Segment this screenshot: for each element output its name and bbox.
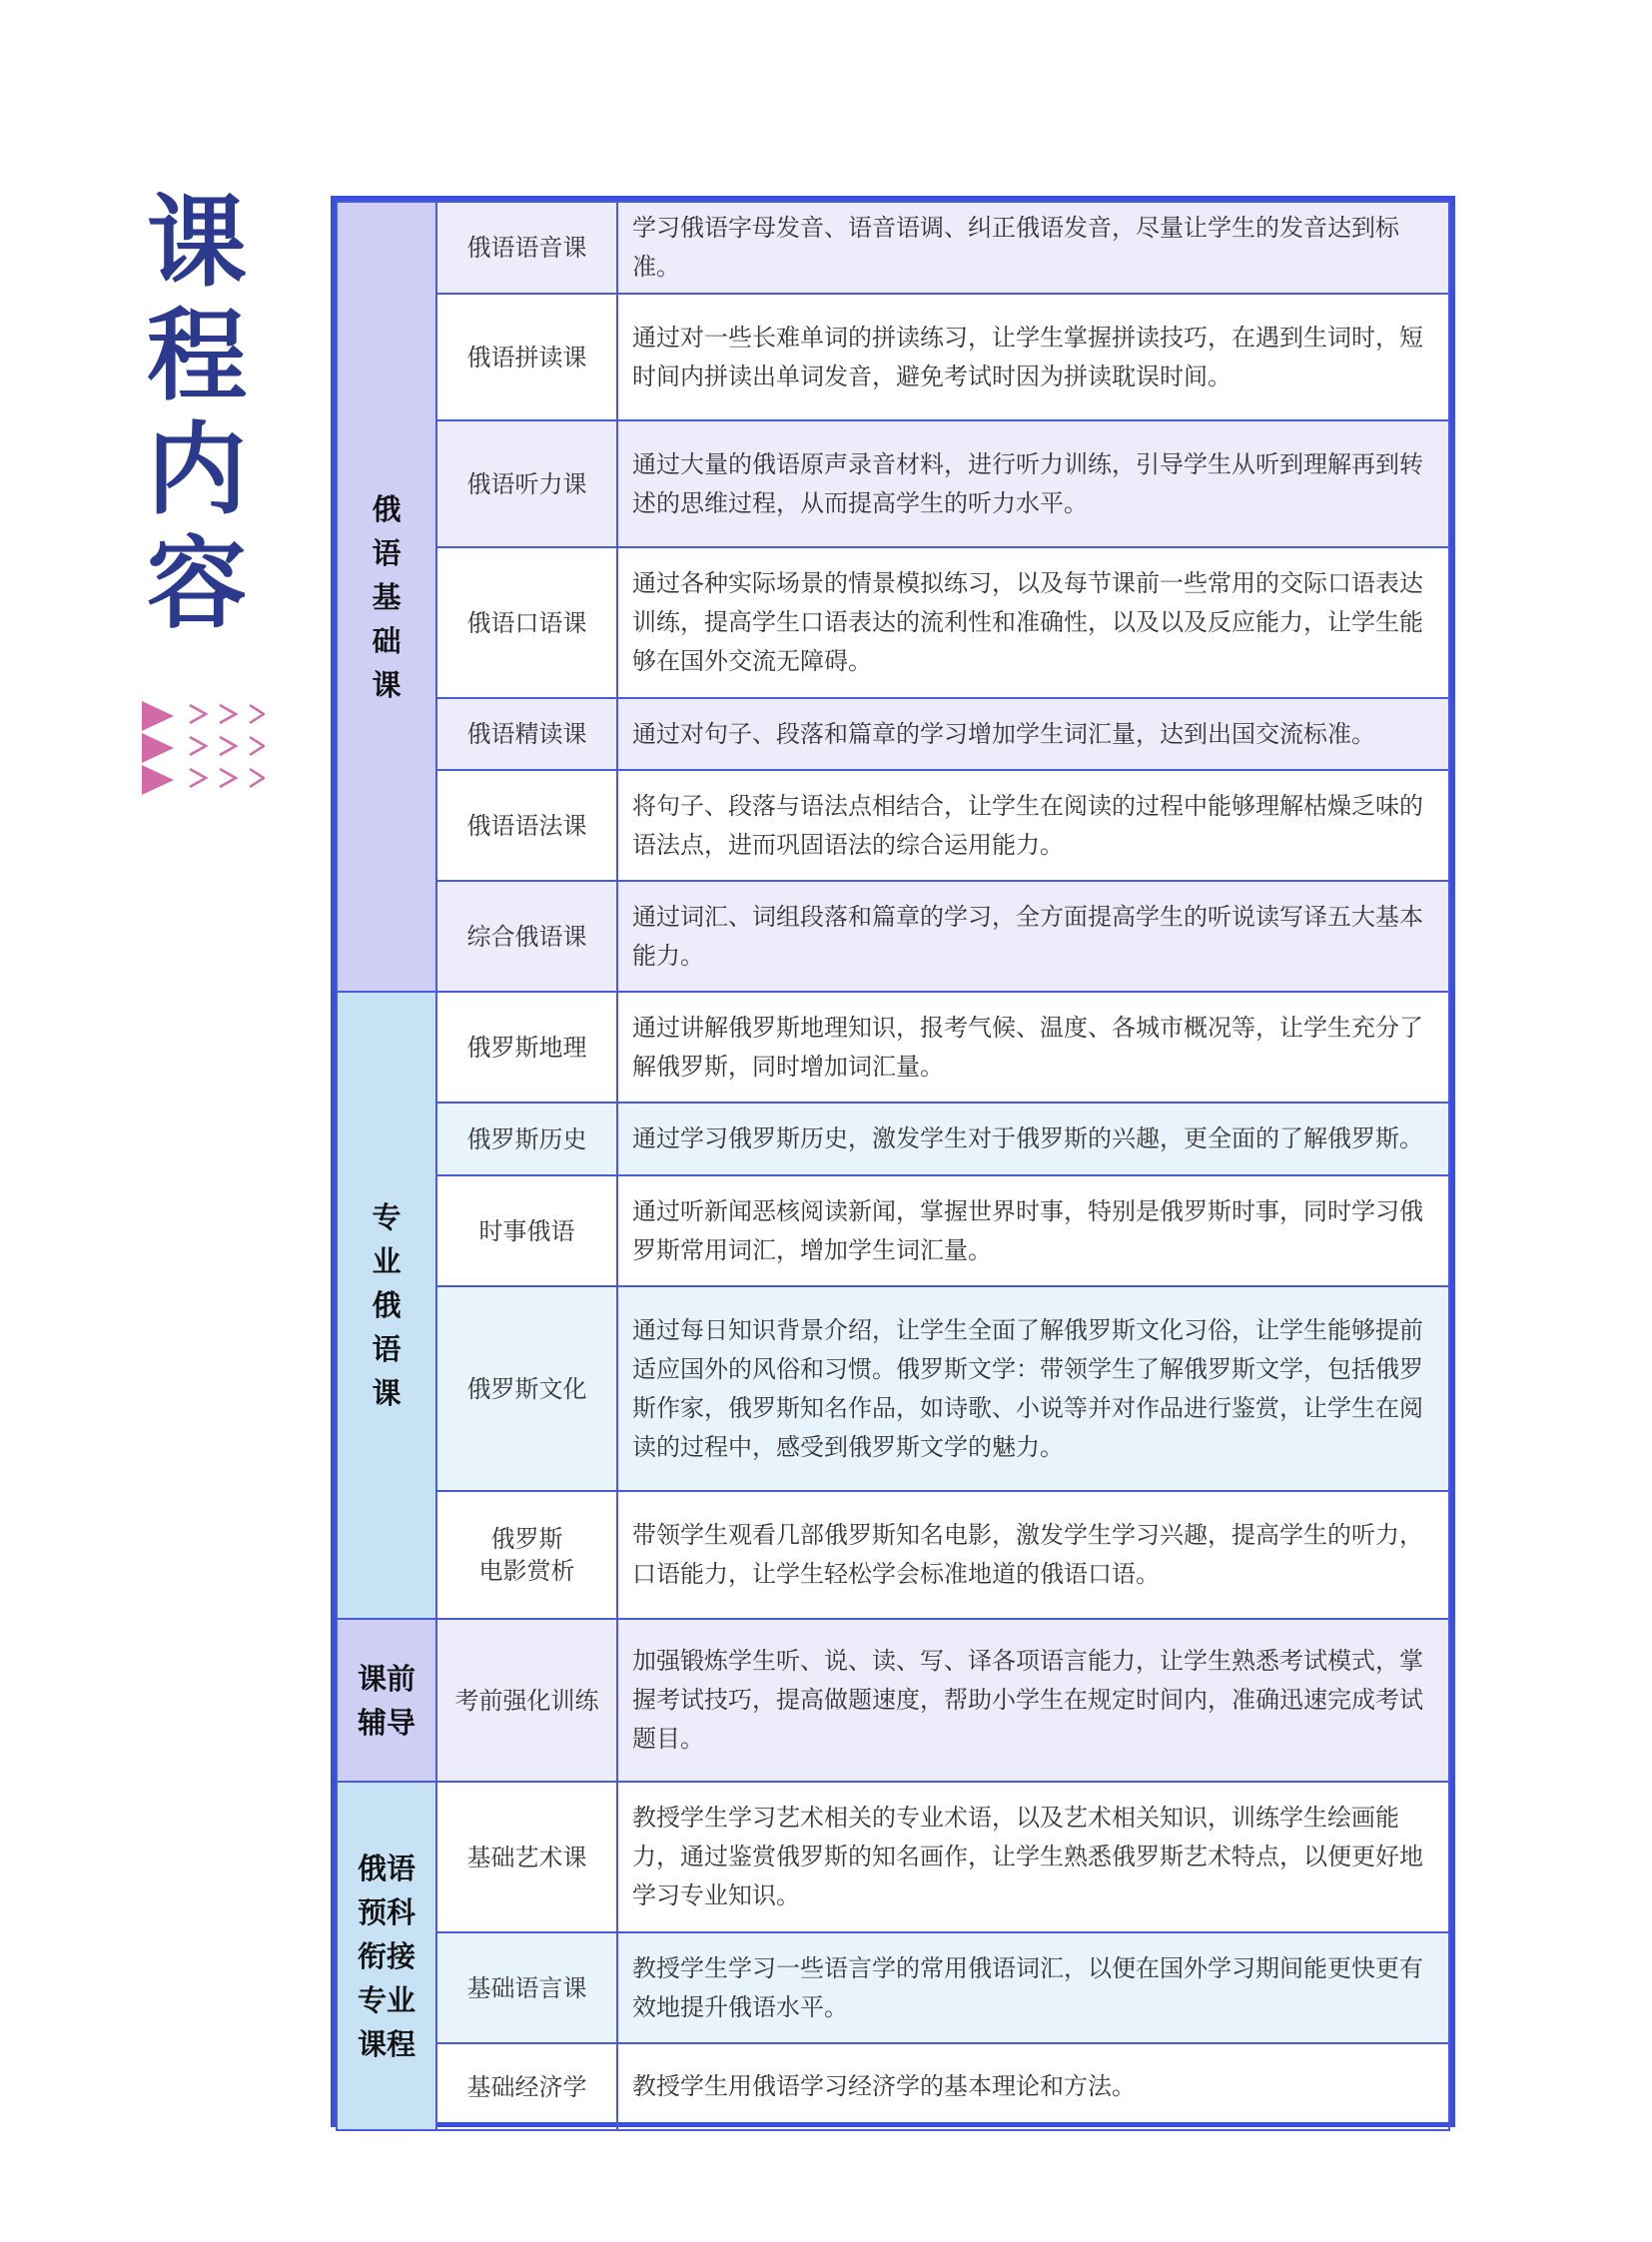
course-name: 俄语语法课 [436,770,617,881]
course-name: 俄罗斯文化 [436,1286,617,1491]
course-desc: 教授学生学习一些语言学的常用俄语词汇，以便在国外学习期间能更快更有效地提升俄语水平。 [617,1932,1449,2043]
table-row [337,1619,1449,1782]
course-desc: 通过词汇、词组段落和篇章的学习，全方面提高学生的听说读写译五大基本能力。 [617,881,1449,992]
course-name: 俄罗斯历史 [436,1103,617,1175]
course-name: 俄语语音课 [436,202,617,294]
course-desc: 通过学习俄罗斯历史，激发学生对于俄罗斯的兴趣，更全面的了解俄罗斯。 [617,1103,1449,1175]
table-row [337,1103,1449,1175]
category-label: 专业俄语课 [372,1200,402,1410]
page-title-char: 容 [147,525,247,642]
course-desc: 通过各种实际场景的情景模拟练习，以及每节课前一些常用的交际口语表达训练，提高学生口语表达的流利性和准确性，以及以及反应能力，让学生能够在国外交流无障碍。 [617,547,1449,698]
table-row [337,1175,1449,1286]
course-desc: 通过大量的俄语原声录音材料，进行听力训练，引导学生从听到理解再到转述的思维过程，从而提高学生的听力水平。 [617,420,1449,547]
category-basic [337,202,436,992]
course-name: 基础艺术课 [436,1782,617,1932]
page-title-char: 程 [147,298,247,414]
course-name: 俄语口语课 [436,547,617,698]
course-desc: 通过对句子、段落和篇章的学习增加学生词汇量，达到出国交流标准。 [617,698,1449,770]
course-desc: 通过对一些长难单词的拼读练习，让学生掌握拼读技巧，在遇到生词时，短时间内拼读出单词发音，避免考试时因为拼读耽误时间。 [617,294,1449,420]
course-desc: 加强锻炼学生听、说、读、写、译各项语言能力，让学生熟悉考试模式，掌握考试技巧，提高做题速度，帮助小学生在规定时间内，准确迅速完成考试题目。 [617,1619,1449,1782]
course-name: 基础经济学 [436,2043,617,2130]
course-name: 时事俄语 [436,1175,617,1286]
table-row [337,1491,1449,1619]
course-name-line: 电影赏析 [478,1557,575,1585]
course-desc: 通过听新闻恶核阅读新闻，掌握世界时事，特别是俄罗斯时事，同时学习俄罗斯常用词汇，增加学生词汇量。 [617,1175,1449,1286]
table-row [337,420,1449,547]
table-row [337,1932,1449,2043]
course-desc: 带领学生观看几部俄罗斯知名电影，激发学生学习兴趣，提高学生的听力，口语能力，让学生轻松学会标准地道的俄语口语。 [617,1491,1449,1619]
page-title [142,186,252,641]
table-row [337,770,1449,881]
table-row [337,1286,1449,1491]
table-row [337,881,1449,992]
category-pre-exam [337,1619,436,1782]
course-table [331,196,1455,2127]
table-row [337,547,1449,698]
course-name [436,1491,617,1619]
course-desc: 教授学生用俄语学习经济学的基本理论和方法。 [617,2043,1449,2130]
table-row [337,698,1449,770]
course-desc: 教授学生学习艺术相关的专业术语，以及艺术相关知识，训练学生绘画能力，通过鉴赏俄罗斯的知名画作，让学生熟悉俄罗斯艺术特点，以便更好地学习专业知识。 [617,1782,1449,1932]
course-name: 基础语言课 [436,1932,617,2043]
page-title-char: 内 [147,411,247,528]
category-preparatory [337,1782,436,2130]
course-name: 俄语拼读课 [436,294,617,420]
category-professional [337,992,436,1619]
category-label: 俄语预科衔接专业课程 [357,1851,415,2061]
table-row [337,202,1449,294]
course-name: 考前强化训练 [436,1619,617,1782]
page-title-char: 课 [147,184,247,301]
course-desc: 将句子、段落与语法点相结合，让学生在阅读的过程中能够理解枯燥乏味的语法点，进而巩固语法的综合运用能力。 [617,770,1449,881]
course-name: 俄语听力课 [436,420,617,547]
category-label: 俄语基础课 [372,491,402,702]
course-name: 俄罗斯地理 [436,992,617,1103]
category-label: 课前辅导 [357,1661,415,1740]
course-name: 综合俄语课 [436,881,617,992]
table-row [337,992,1449,1103]
course-desc: 通过每日知识背景介绍，让学生全面了解俄罗斯文化习俗，让学生能够提前适应国外的风俗和习惯。俄罗斯文学：带领学生了解俄罗斯文学，包括俄罗斯作家，俄罗斯知名作品，如诗歌、小说等并对作品进行鉴赏，让学生在阅读的过程中，感受到俄罗斯文学的魅力。 [617,1286,1449,1491]
course-name-line: 俄罗斯 [490,1525,563,1553]
course-name: 俄语精读课 [436,698,617,770]
course-desc: 学习俄语字母发音、语音语调、纠正俄语发音，尽量让学生的发音达到标准。 [617,202,1449,294]
triangle-arrows-icon [140,699,265,799]
table-row [337,1782,1449,1932]
table-row [337,294,1449,420]
course-desc: 通过讲解俄罗斯地理知识，报考气候、温度、各城市概况等，让学生充分了解俄罗斯，同时增加词汇量。 [617,992,1449,1103]
table-row [337,2043,1449,2130]
